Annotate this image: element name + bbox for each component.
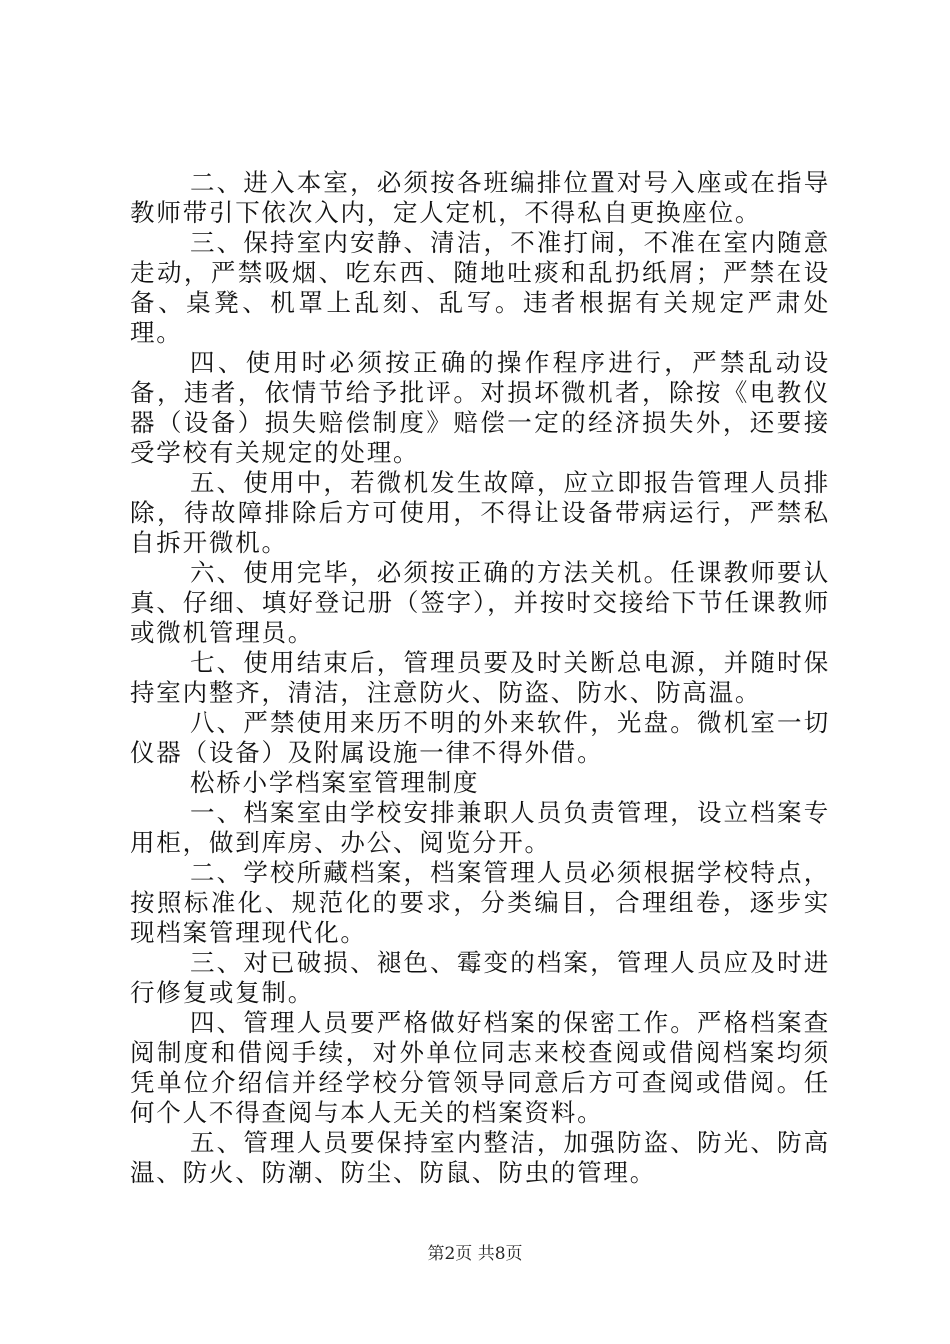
document-body bbox=[130, 168, 830, 1188]
paragraph-rule-3: 三、保持室内安静、清洁，不准打闹，不准在室内随意走动，严禁吸烟、吃东西、随地吐痰和乱扔纸屑；严禁在设备、桌凳、机罩上乱刻、乱写。违者根据有关规定严肃处理。 bbox=[130, 228, 830, 347]
page-number-label: 第2页 共8页 bbox=[427, 1244, 523, 1264]
paragraph-archive-rule-3: 三、对已破损、褪色、霉变的档案，管理人员应及时进行修复或复制。 bbox=[130, 948, 830, 1007]
paragraph-archive-rule-2: 二、学校所藏档案，档案管理人员必须根据学校特点，按照标准化、规范化的要求，分类编目，合理组卷，逐步实现档案管理现代化。 bbox=[130, 858, 830, 947]
paragraph-archive-rule-5: 五、管理人员要保持室内整洁，加强防盗、防光、防高温、防火、防潮、防尘、防鼠、防虫的管理。 bbox=[130, 1128, 830, 1187]
paragraph-archive-rule-4: 四、管理人员要严格做好档案的保密工作。严格档案查阅制度和借阅手续，对外单位同志来校查阅或借阅档案均须凭单位介绍信并经学校分管领导同意后方可查阅或借阅。任何个人不得查阅与本人无关的档案资料。 bbox=[130, 1008, 830, 1127]
section-title: 松桥小学档案室管理制度 bbox=[190, 768, 480, 797]
paragraph-rule-6: 六、使用完毕，必须按正确的方法关机。任课教师要认真、仔细、填好登记册（签字），并按时交接给下节任课教师或微机管理员。 bbox=[130, 558, 830, 647]
paragraph-rule-7: 七、使用结束后，管理员要及时关断总电源，并随时保持室内整齐，清洁，注意防火、防盗、防水、防高温。 bbox=[130, 648, 830, 707]
page-footer bbox=[0, 1243, 950, 1265]
paragraph-rule-2: 二、进入本室，必须按各班编排位置对号入座或在指导教师带引下依次入内，定人定机，不得私自更换座位。 bbox=[130, 168, 830, 227]
paragraph-rule-8: 八、严禁使用来历不明的外来软件，光盘。微机室一切仪器（设备）及附属设施一律不得外借。 bbox=[130, 708, 830, 767]
paragraph-rule-5: 五、使用中，若微机发生故障，应立即报告管理人员排除，待故障排除后方可使用，不得让设备带病运行，严禁私自拆开微机。 bbox=[130, 468, 830, 557]
paragraph-archive-rule-1: 一、档案室由学校安排兼职人员负责管理，设立档案专用柜，做到库房、办公、阅览分开。 bbox=[130, 798, 830, 857]
paragraph-rule-4: 四、使用时必须按正确的操作程序进行，严禁乱动设备，违者，依情节给予批评。对损坏微机者，除按《电教仪器（设备）损失赔偿制度》赔偿一定的经济损失外，还要接受学校有关规定的处理。 bbox=[130, 348, 830, 467]
